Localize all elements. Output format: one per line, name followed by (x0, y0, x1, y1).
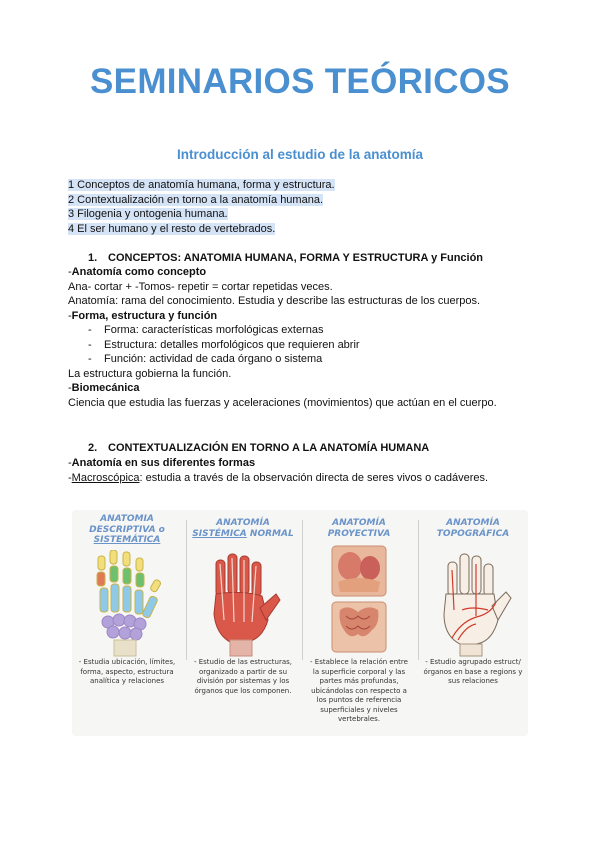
panel-systemic (188, 510, 298, 736)
form-heading: -Forma, estructura y función (68, 309, 218, 322)
panel-topographic (418, 510, 528, 736)
form-note: La estructura gobierna la función. (68, 367, 232, 380)
panel-descriptive (72, 510, 182, 736)
torso-organs-icon (328, 544, 390, 656)
section-2-body (68, 456, 538, 485)
panel-description: - Estudia ubicación, límites, forma, aspecto, estructura analítica y relaciones (78, 658, 176, 685)
divider (302, 520, 303, 660)
concept-heading: -Anatomía como concepto (68, 266, 207, 278)
section-1-body (68, 265, 538, 410)
page-subtitle: Introducción al estudio de la anatomía (176, 147, 424, 162)
list-item: - Función: actividad de cada órgano o sistema (68, 352, 538, 367)
section-2-subheading: -Anatomía en sus diferentes formas (68, 457, 256, 469)
panel-title: ANATOMÍA PROYECTIVA (327, 518, 391, 539)
concept-line: Anatomía: rama del conocimiento. Estudia y describe las estructuras de los cuerpos. (68, 295, 481, 307)
panel-description: - Estudio agrupado estruct/órganos en base a regions y sus relaciones (423, 658, 523, 685)
hand-muscles-icon (202, 550, 284, 658)
panel-title: ANATOMÍA TOPOGRÁFICA (436, 518, 510, 539)
concept-line: Ana- cortar + -Tomos- repetir = cortar repetidas veces. (68, 280, 333, 293)
hand-outline-icon (432, 550, 514, 658)
panel-title: ANATOMÍA SISTÉMICA NORMAL (192, 518, 294, 539)
macro-line: -Macroscópica: estudia a través de la observación directa de seres vivos o cadáveres. (68, 471, 489, 484)
toc-item: 1 Conceptos de anatomía humana, forma y estructura. (68, 179, 335, 191)
toc-item: 3 Filogenia y ontogenia humana. (68, 208, 228, 220)
divider (186, 520, 187, 660)
hand-skeleton-icon (86, 550, 168, 658)
panel-description: - Estudio de las estructuras, organizado a partir de su división por sistemas y los órganos que los componen. (193, 658, 293, 695)
section-1-heading: 1. CONCEPTOS: ANATOMIA HUMANA, FORMA Y ESTRUCTURA y Función (88, 252, 484, 264)
bio-heading: -Biomecánica (68, 382, 140, 394)
list-item: - Forma: características morfológicas externas (68, 323, 538, 338)
panel-description: - Establece la relación entre la superficie corporal y las partes más profundas, ubicándolas con respecto a los puntos de referencia superficiales y niveles vertebrales. (310, 658, 408, 723)
form-bullets (68, 323, 538, 367)
page-title: SEMINARIOS TEÓRICOS (90, 62, 510, 101)
panel-title: ANATOMIA DESCRIPTIVA o SISTEMÁTICA (89, 514, 165, 545)
toc-item: 4 El ser humano y el resto de vertebrados. (68, 222, 276, 235)
panel-projective (304, 510, 414, 736)
toc-item: 2 Contextualización en torno a la anatomía humana. (68, 193, 323, 206)
table-of-contents (68, 178, 335, 236)
section-2-heading: 2. CONTEXTUALIZACIÓN EN TORNO A LA ANATOMÍA HUMANA (88, 442, 430, 454)
anatomy-types-figure (72, 510, 528, 736)
list-item: - Estructura: detalles morfológicos que requieren abrir (68, 338, 538, 353)
bio-text: Ciencia que estudia las fuerzas y aceleraciones (movimientos) que actúan en el cuerpo. (68, 396, 497, 409)
